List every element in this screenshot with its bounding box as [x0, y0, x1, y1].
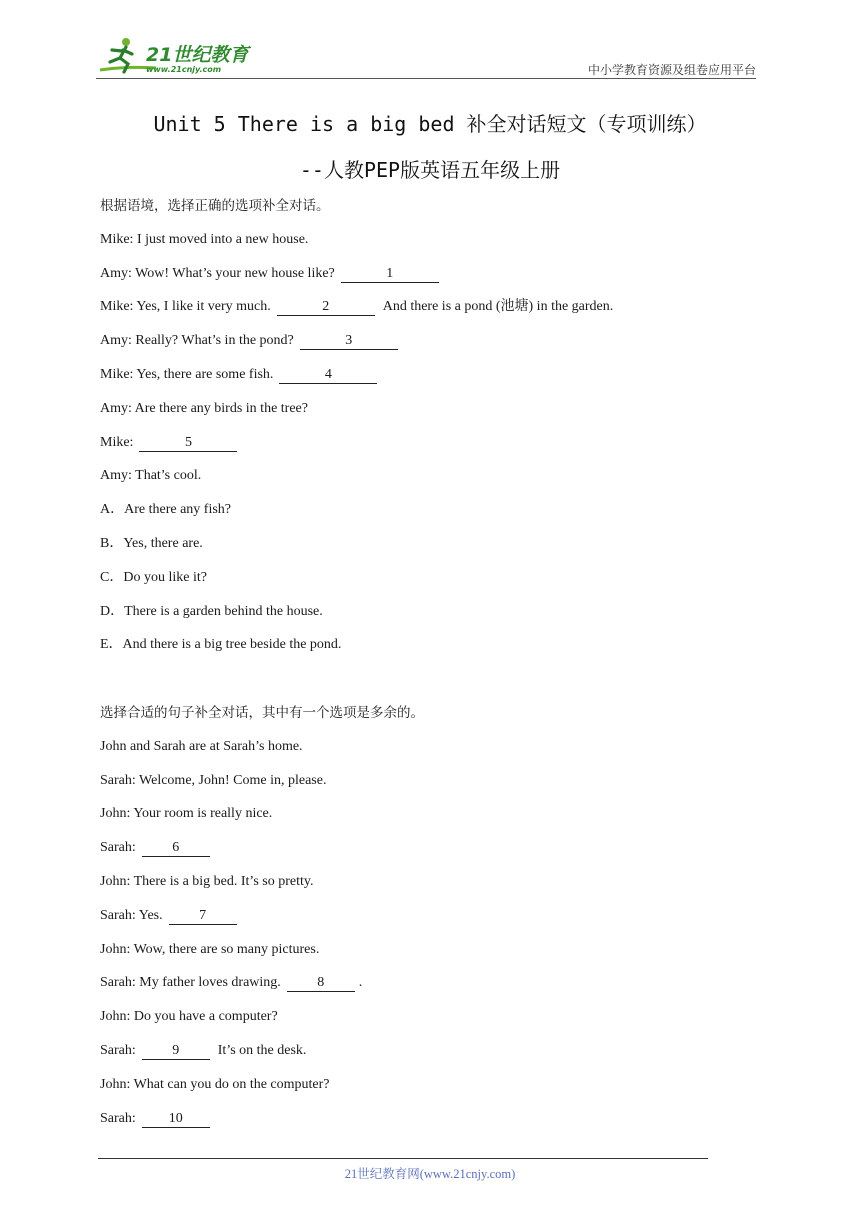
answer-blank[interactable]: 9 — [142, 1043, 210, 1060]
dialogue-text: John: Do you have a computer? — [100, 1009, 278, 1025]
dialogue-line — [100, 365, 740, 399]
dialogue-text: John: Your room is really nice. — [100, 806, 273, 822]
dialogue-text: Mike: Yes, there are some fish. — [100, 366, 274, 382]
site-logo — [96, 34, 266, 78]
logo-url: www.21cnjy.com — [146, 65, 222, 74]
dialogue-line — [100, 838, 740, 872]
dialogue-line — [100, 1041, 740, 1075]
answer-blank[interactable]: 1 — [341, 266, 439, 283]
dialogue-text: Amy: Wow! What’s your new house like? — [100, 265, 335, 281]
footer-text: 21世纪教育网(www.21cnjy.com) — [344, 1167, 516, 1181]
dialogue-text: Mike: — [100, 434, 134, 450]
dialogue-line — [100, 973, 740, 1007]
dialogue-text: Sarah: Welcome, John! Come in, please. — [100, 772, 327, 788]
section2-dialogue — [100, 737, 740, 1143]
answer-option: A．Are there any fish? — [100, 502, 232, 518]
dialogue-text: John: There is a big bed. It’s so pretty. — [100, 873, 314, 889]
page-title: Unit 5 There is a big bed 补全对话短文（专项训练） — [153, 112, 707, 136]
dialogue-text: John and Sarah are at Sarah’s home. — [100, 738, 303, 754]
answer-blank[interactable]: 3 — [300, 333, 398, 350]
dialogue-line — [100, 264, 740, 298]
page-header — [96, 34, 756, 80]
dialogue-line — [100, 230, 740, 264]
dialogue-text: Amy: That’s cool. — [100, 468, 202, 484]
dialogue-text: Sarah: My father loves drawing. — [100, 975, 281, 991]
dialogue-text: Mike: I just moved into a new house. — [100, 231, 309, 247]
answer-blank[interactable]: 4 — [279, 367, 377, 384]
section1-options — [100, 500, 740, 669]
section-gap — [100, 669, 740, 703]
dialogue-line — [100, 1007, 740, 1041]
answer-blank[interactable]: 8 — [287, 975, 355, 992]
dialogue-line — [100, 331, 740, 365]
dialogue-text: Amy: Really? What’s in the pond? — [100, 333, 294, 349]
dialogue-line — [100, 804, 740, 838]
answer-blank[interactable]: 10 — [142, 1111, 210, 1128]
dialogue-text-after: It’s on the desk. — [217, 1042, 307, 1058]
dialogue-line — [100, 872, 740, 906]
answer-option: B．Yes, there are. — [100, 535, 203, 551]
dialogue-line — [100, 940, 740, 974]
header-divider — [96, 78, 756, 79]
dialogue-line — [100, 399, 740, 433]
dialogue-text: Amy: Are there any birds in the tree? — [100, 400, 308, 416]
dialogue-line — [100, 737, 740, 771]
section1-dialogue — [100, 230, 740, 500]
dialogue-line — [100, 433, 740, 467]
dialogue-line — [100, 1109, 740, 1143]
dialogue-text: Sarah: Yes. — [100, 907, 163, 923]
answer-blank[interactable]: 6 — [142, 840, 210, 857]
dialogue-text: Sarah: — [100, 1042, 136, 1058]
logo-text: 21世纪教育 — [146, 44, 249, 66]
section2-instruction: 选择合适的句子补全对话，其中有一个选项是多余的。 — [100, 704, 424, 721]
worksheet-body — [100, 196, 740, 1142]
dialogue-line — [100, 1075, 740, 1109]
section1-instruction: 根据语境，选择正确的选项补全对话。 — [100, 198, 330, 214]
dialogue-line — [100, 906, 740, 940]
footer-divider — [98, 1158, 708, 1159]
dialogue-line — [100, 297, 740, 331]
dialogue-text: Mike: Yes, I like it very much. — [100, 299, 271, 315]
dialogue-text: Sarah: — [100, 840, 136, 856]
answer-option: C．Do you like it? — [100, 569, 207, 585]
answer-option: D．There is a garden behind the house. — [100, 603, 323, 619]
dialogue-line — [100, 771, 740, 805]
dialogue-line — [100, 466, 740, 500]
dialogue-text-after: . — [358, 975, 363, 991]
answer-blank[interactable]: 2 — [277, 299, 375, 316]
dialogue-text-after: And there is a pond (池塘) in the garden. — [382, 299, 614, 315]
platform-name: 中小学教育资源及组卷应用平台 — [587, 63, 756, 77]
dialogue-text: John: Wow, there are so many pictures. — [100, 941, 320, 957]
answer-option: E．And there is a big tree beside the pond. — [100, 637, 342, 653]
dialogue-text: John: What can you do on the computer? — [100, 1076, 330, 1092]
dialogue-text: Sarah: — [100, 1110, 136, 1126]
answer-blank[interactable]: 7 — [169, 908, 237, 925]
answer-blank[interactable]: 5 — [139, 435, 237, 452]
page-subtitle: --人教PEP版英语五年级上册 — [299, 158, 561, 182]
